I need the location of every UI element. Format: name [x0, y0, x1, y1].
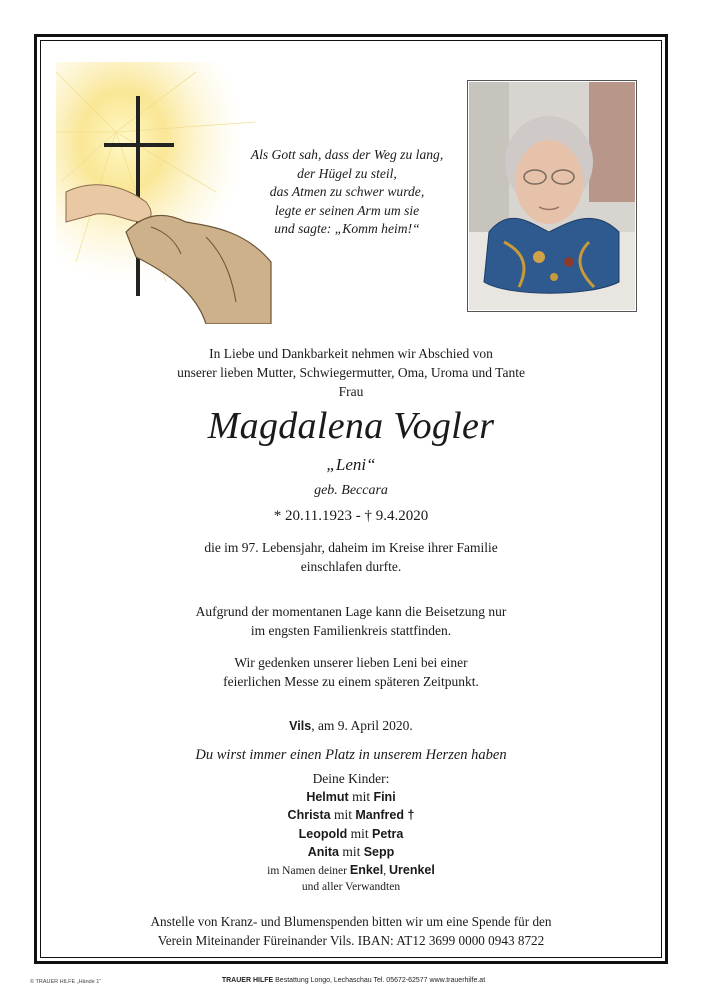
child-name: Leopold: [298, 826, 348, 841]
burial-text: [40, 602, 662, 640]
names-prefix: im Namen deiner: [267, 864, 350, 877]
passing-text: [40, 538, 662, 576]
family-row: [40, 843, 662, 862]
comma-text: ,: [383, 864, 389, 877]
motto: Du wirst immer einen Platz in unserem Herzen haben: [195, 747, 507, 763]
partner-name: Sepp: [363, 845, 395, 859]
burial-line: Aufgrund der momentanen Lage kann die Beisetzung nur: [195, 604, 507, 619]
poem-line: das Atmen zu schwer wurde,: [269, 184, 425, 200]
life-dates: * 20.11.1923 - † 9.4.2020: [273, 508, 429, 524]
date-text: , am 9. April 2020.: [311, 718, 413, 733]
poem-line: Als Gott sah, dass der Weg zu lang,: [250, 147, 444, 162]
family-row: [40, 806, 662, 825]
donation-line: Anstelle von Kranz- und Blumenspenden bitten wir um eine Spende für den: [150, 914, 552, 929]
deceased-nickname: „Leni“: [326, 455, 376, 474]
family-list: [40, 770, 662, 895]
grandchildren-line: [40, 862, 662, 879]
intro-line: Frau: [338, 384, 364, 399]
mass-text: [40, 653, 662, 691]
donation-text: [40, 912, 662, 950]
poem-line: legte er seinen Arm um sie: [274, 202, 420, 218]
intro-line: In Liebe und Dankbarkeit nehmen wir Abschied von: [209, 346, 493, 361]
intro-text: [40, 344, 662, 401]
deceased-name: Magdalena Vogler: [207, 405, 495, 447]
relatives-line: und aller Verwandten: [301, 880, 401, 893]
family-row: [40, 825, 662, 844]
mit-text: mit: [348, 788, 374, 804]
intro-line: unserer lieben Mutter, Schwiegermutter, Oma, Uroma und Tante: [177, 365, 525, 380]
place-date: [40, 716, 662, 736]
partner-name: Manfred †: [355, 808, 415, 822]
copyright-text: © TRAUER HILFE „Hände 1“: [30, 979, 102, 985]
poem-line: der Hügel zu steil,: [297, 165, 397, 181]
mit-text: mit: [347, 825, 373, 841]
family-row: [40, 788, 662, 807]
mass-line: feierlichen Messe zu einem späteren Zeitpunkt.: [223, 674, 479, 689]
partner-name: Petra: [372, 826, 404, 841]
mit-text: mit: [338, 844, 364, 859]
mass-line: Wir gedenken unserer lieben Leni bei einer: [234, 655, 468, 670]
footer-contact-text: Bestattung Longo, Lechaschau Tel. 05672-62577 www.trauerhilfe.at: [273, 977, 486, 984]
child-name: Helmut: [306, 789, 349, 804]
poem-line: und sagte: „Komm heim!“: [274, 221, 420, 237]
child-name: Anita: [307, 845, 339, 859]
mit-text: mit: [330, 807, 356, 822]
place-name: Vils: [289, 719, 312, 733]
birth-name: geb. Beccara: [314, 483, 388, 498]
urenkel-label: Urenkel: [388, 862, 435, 877]
partner-name: Fini: [373, 789, 396, 804]
passing-line: einschlafen durfte.: [300, 559, 402, 574]
child-name: Christa: [287, 808, 331, 822]
passing-line: die im 97. Lebensjahr, daheim im Kreise ihrer Familie: [204, 540, 498, 555]
enkel-label: Enkel: [349, 862, 384, 877]
poem: [232, 146, 462, 239]
family-heading: Deine Kinder:: [312, 771, 390, 786]
portrait-photo: [469, 82, 635, 310]
burial-line: im engsten Familienkreis stattfinden.: [250, 623, 452, 638]
footer-brand: TRAUER HILFE: [221, 977, 274, 984]
donation-line: Verein Miteinander Füreinander Vils. IBAN: AT12 3699 0000 0943 8722: [157, 933, 545, 948]
footer-contact: [0, 977, 707, 984]
